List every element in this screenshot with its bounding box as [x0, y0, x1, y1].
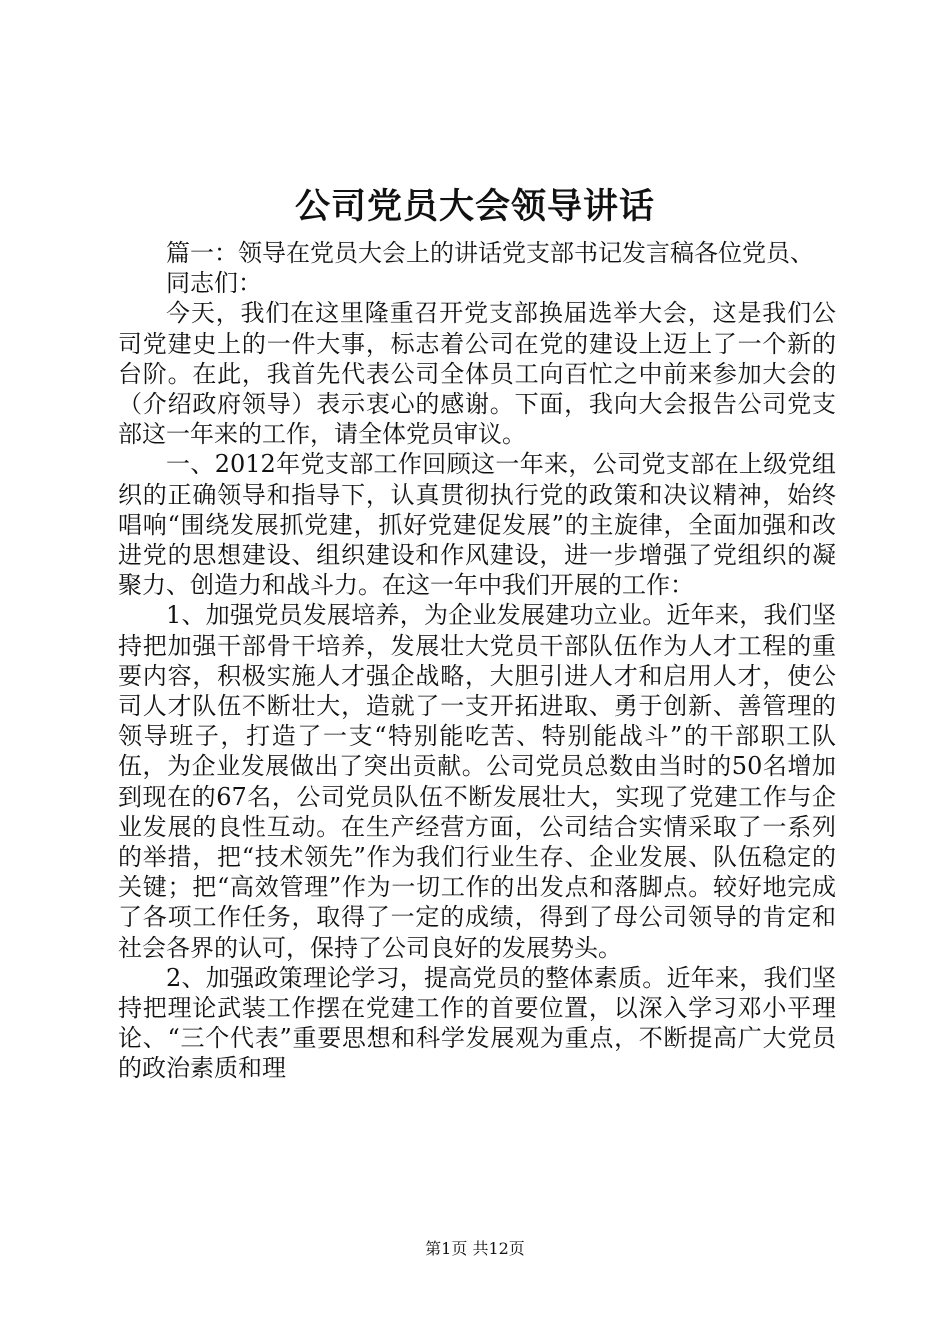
page-footer: 第1页 共12页	[425, 1239, 525, 1258]
paragraph-intro: 篇一：领导在党员大会上的讲话党支部书记发言稿各位党员、	[166, 239, 814, 267]
paragraph-point-1: 1、加强党员发展培养，为企业发展建功立业。近年来，我们坚持把加强干部骨干培养，发展壮大党员干部队伍作为人才工程的重要内容，积极实施人才强企战略，大胆引进人才和启用人才，使公司人才队伍不断壮大，造就了一支开拓进取、勇于创新、善管理的领导班子，打造了一支“特别能吃苦、特别能战斗”的干部职工队伍，为企业发展做出了突出贡献。公司党员总数由当时的50名增加到现在的67名，公司党员队伍不断发展壮大，实现了党建工作与企业发展的良性互动。在生产经营方面，公司结合实情采取了一系列的举措，把“技术领先”作为我们行业生存、企业发展、队伍稳定的关键；把“高效管理”作为一切工作的出发点和落脚点。较好地完成了各项工作任务，取得了一定的成绩，得到了母公司领导的肯定和社会各界的认可，保持了公司良好的发展势头。	[118, 601, 836, 962]
paragraph-opening: 今天，我们在这里隆重召开党支部换届选举大会，这是我们公司党建史上的一件大事，标志着公司在党的建设上迈上了一个新的台阶。在此，我首先代表公司全体员工向百忙之中前来参加大会的（介绍政府领导）表示衷心的感谢。下面，我向大会报告公司党支部这一年来的工作，请全体党员审议。	[118, 299, 836, 449]
document-body	[118, 238, 836, 1084]
paragraph-review: 一、2012年党支部工作回顾这一年来，公司党支部在上级党组织的正确领导和指导下，认真贯彻执行党的政策和决议精神，始终唱响“围绕发展抓党建，抓好党建促发展”的主旋律，全面加强和改进党的思想建设、组织建设和作风建设，进一步增强了党组织的凝聚力、创造力和战斗力。在这一年中我们开展的工作：	[118, 450, 836, 600]
paragraph-salutation: 同志们：	[166, 269, 262, 298]
document-title: 公司党员大会领导讲话	[294, 186, 655, 227]
paragraph-point-2: 2、加强政策理论学习，提高党员的整体素质。近年来，我们坚持把理论武装工作摆在党建工作的首要位置，以深入学习邓小平理论、“三个代表”重要思想和科学发展观为重点，不断提高广大党员的政治素质和理	[118, 963, 836, 1083]
